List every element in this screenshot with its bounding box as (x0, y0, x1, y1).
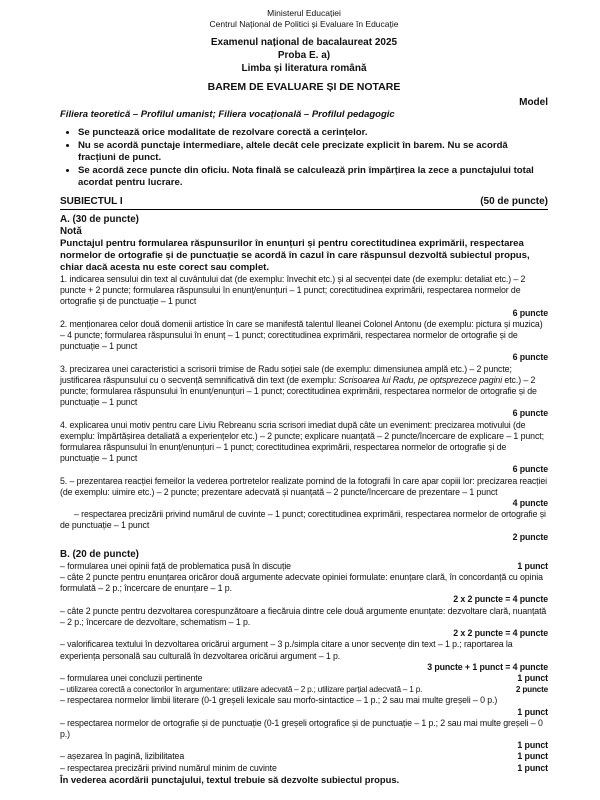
list-item (60, 751, 548, 762)
list-item (60, 420, 548, 476)
subject-one-heading (60, 196, 548, 210)
subject-label: Limba și literatura română (241, 63, 367, 74)
item-points: 1 punct (517, 740, 548, 751)
list-item (60, 319, 548, 364)
item-text: – respectarea precizării privind numărul de cuvinte – 1 punct; corectitudinea exprimării, respectarea normelor de ortografie și de punctuație – 1 punct (60, 509, 546, 531)
item-points: 2 x 2 puncte = 4 puncte (453, 594, 548, 605)
center-header: Centrul Național de Politici și Evaluare în Educație (209, 19, 399, 29)
subject-one-title: SUBIECTUL I (60, 196, 123, 207)
list-item (60, 476, 548, 510)
section-b-title: B. (20 de puncte) (60, 548, 139, 560)
exam-page (60, 0, 548, 786)
list-item (60, 763, 548, 774)
rules-list (60, 127, 548, 189)
item-points: 2 puncte (512, 531, 548, 542)
model-label: Model (519, 97, 548, 108)
item-text: – așezarea în pagină, lizibilitatea (60, 751, 185, 762)
list-item (60, 606, 548, 640)
item-text: 5. – prezentarea reacției femeilor la vederea portretelor realizate pornind de la fotografii în care apar copiii lor: precizarea reacției (de exemplu: uimire etc.) – 2 puncte; prezentare adecvată și nuanțată – 2 puncte/încercare de prezentare – 1 punct (60, 475, 548, 497)
item-points: 6 puncte (512, 352, 548, 363)
item-text: – valorificarea textului în dezvoltarea oricărui argument – 3 p./simpla citare a unor secvențe din text – 1 p.; raportarea la experiența personală sau culturală în dezvoltarea oricărui argument – 1 p. (60, 639, 513, 661)
item-points: 1 punct (517, 672, 548, 683)
item-text: 1. indicarea sensului din text al cuvântului dat (de exemplu: învechit etc.) și al secvenței date (de exemplu: detaliat etc.) – 2 puncte + 2 puncte; formularea răspunsului în enunț/enunțuri – 1 punct; corectitudinea exprimării, respectarea normelor de ortografie și de punctuație – 1 punct (60, 274, 526, 307)
list-item (60, 639, 548, 673)
list-item (60, 572, 548, 606)
list-item (60, 274, 548, 319)
item-points: 6 puncte (512, 464, 548, 475)
nota-label: Notă (60, 226, 82, 237)
item-text: – utilizarea corectă a conectorilor în argumentare: utilizare adecvată – 2 p.; utilizare parțial adecvată – 1 p. (60, 685, 423, 695)
list-item (60, 561, 548, 572)
item-points: 2 x 2 puncte = 4 puncte (453, 628, 548, 639)
item-text: – formularea unei opinii față de problematica pusă în discuție (60, 560, 291, 571)
list-item (60, 364, 548, 420)
list-item (60, 684, 548, 695)
item-text-italic: Scrisoarea lui Radu, pe optsprezece pagini (338, 374, 503, 385)
final-note: În vederea acordării punctajului, textul trebuie să dezvolte subiectul propus. (60, 773, 400, 785)
item-text: 2. menționarea celor două domenii artistice în care se manifestă talentul Ileanei Colonel Antonu (de exemplu: pictura și muzica) – 4 puncte; formularea răspunsului în enunț – 1 punct; corectitudinea exprimării, respectarea normelor de ortografie și de punctuație – 1 punct (60, 318, 543, 352)
item-points: 6 puncte (512, 307, 548, 318)
subject-one-points: (50 de puncte) (480, 196, 548, 207)
proba-label: Proba E. a) (277, 50, 331, 61)
item-points: 2 puncte (515, 685, 548, 695)
list-item (60, 695, 548, 717)
item-text: – câte 2 puncte pentru enunțarea oricăror două argumente adecvate opiniei formulate: enunțare clară, în concordanță cu opinia formulată – 2 p.; încercare de enunțare – 1 p. (60, 572, 543, 594)
item-text-after: etc.) – 2 puncte; formularea răspunsului în enunț/enunțuri – 1 punct; corectitudinea exprimării, respectarea normelor de ortografie și de punctuație – 1 punct (60, 374, 537, 408)
item-text: – respectarea normelor limbii literare (0-1 greșeli lexicale sau morfo-sintactice – 1 p.; 2 sau mai multe greșeli – 0 p.) (60, 695, 498, 706)
item-points: 3 puncte + 1 punct = 4 puncte (427, 661, 548, 672)
item-points: 1 punct (517, 706, 548, 717)
list-item (60, 509, 548, 543)
rule-item: • Se punctează orice modalitate de rezolvare corectă a cerințelor. (78, 127, 548, 139)
item-text-before: 3. precizarea unei caracteristici a scrisorii trimise de Radu soției sale (de exemplu: dimensiunea amplă etc.) – 2 puncte; justificarea răspunsului cu o secvență semnificativă din text (de exemplu: (60, 363, 512, 385)
item-points: 6 puncte (512, 408, 548, 419)
item-text: – câte 2 puncte pentru dezvoltarea corespunzătoare a fiecăruia dintre cele două argumente enunțate: dezvoltare clară, nuanțată – 2 p.; încercare de dezvoltare, schematism – 1 p. (60, 605, 547, 627)
item-text: 4. explicarea unui motiv pentru care Liviu Rebreanu scria scrisori imediat după câte un eveniment: precizarea motivului (de exemplu: împărtășirea detaliată a experiențelor etc.) – 2 puncte; explicare nuanțată – 2 puncte/încercare de explicare – 1 punct; formularea răspunsului în enunț/enunțuri – 1 punct; corectitudinea exprimării, respectarea normelor de ortografie și de punctuație – 1 punct (60, 419, 544, 464)
item-points: 1 punct (517, 762, 548, 773)
ministry-header: Ministerul Educației (267, 8, 341, 18)
rule-item: • Se acordă zece puncte din oficiu. Nota finală se calculează prin împărțirea la zece a punctajului total acordat pentru lucrare. (78, 165, 548, 189)
item-text: – formularea unei concluzii pertinente (60, 672, 203, 683)
section-a-title: A. (30 de puncte) (60, 214, 139, 225)
item-text: – respectarea precizării privind numărul minim de cuvinte (60, 762, 277, 773)
profile-line: Filiera teoretică – Profilul umanist; Filiera vocațională – Profilul pedagogic (60, 109, 395, 120)
list-item (60, 718, 548, 752)
item-points: 1 punct (517, 751, 548, 762)
nota-text: Punctajul pentru formularea răspunsurilor în enunțuri și pentru corectitudinea exprimării, respectarea normelor de ortografie și de punctuație se acordă în cazul în care răspunsul dezvoltă subiectul propus, chiar dacă acesta nu este corect sau complet. (60, 238, 530, 273)
item-text: – respectarea normelor de ortografie și de punctuație (0-1 greșeli ortografice și de punctuație – 1 p.; 2 sau mai multe greșeli – 0 p.) (60, 717, 543, 739)
list-item (60, 673, 548, 684)
item-points: 1 punct (517, 560, 548, 571)
item-points: 4 puncte (512, 498, 548, 509)
barem-title: BAREM DE EVALUARE ȘI DE NOTARE (207, 81, 401, 93)
exam-title: Examenul național de bacalaureat 2025 (210, 37, 398, 48)
rule-item: • Nu se acordă punctaje intermediare, altele decât cele precizate explicit în barem. Nu se acordă fracțiuni de punct. (78, 140, 548, 164)
